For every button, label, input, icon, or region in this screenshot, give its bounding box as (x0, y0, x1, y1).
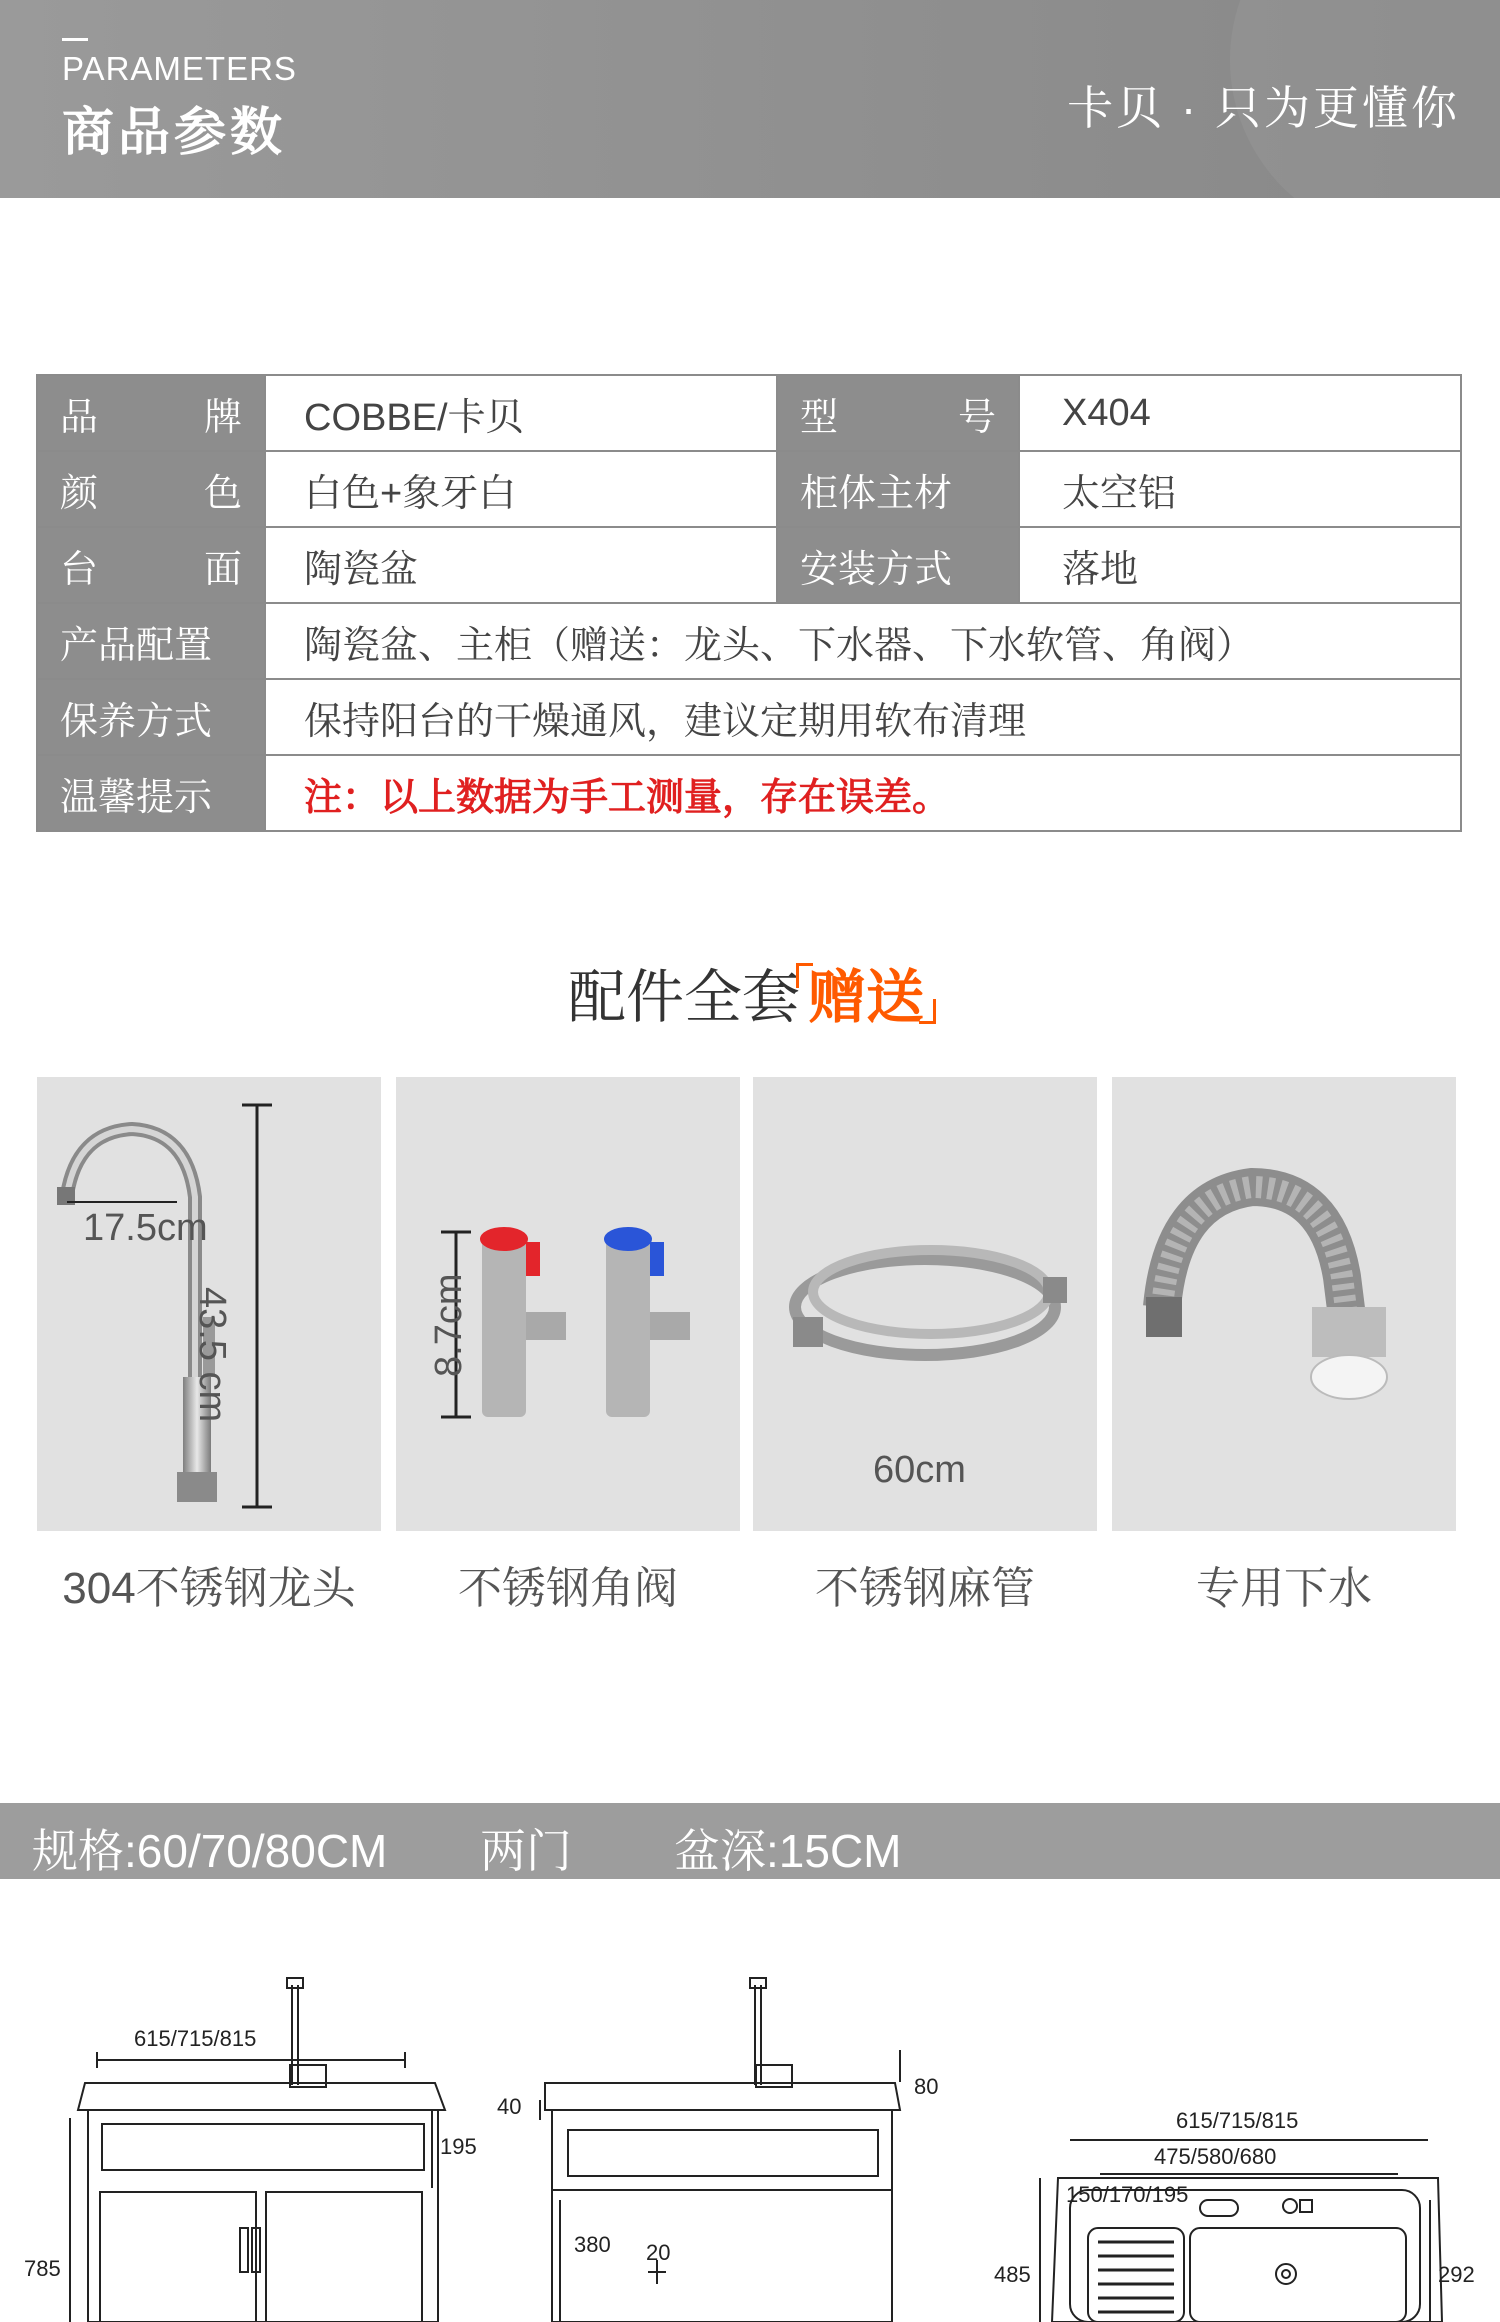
hose-image (753, 1077, 1097, 1531)
angle-valve-caption: 不锈钢角阀 (458, 1564, 678, 1613)
color-label: 颜 色 (37, 451, 265, 527)
spec-doors: 两门 (480, 1825, 572, 1877)
install-label: 安装方式 (777, 527, 1019, 603)
config-value: 陶瓷盆、主柜（赠送：龙头、下水器、下水软管、角阀） (265, 603, 1461, 679)
accessories-title (0, 950, 1500, 1034)
header-slogan: 卡贝 · 只为更懂你 (1067, 82, 1460, 134)
top-offset-label: 150/170/195 (1066, 2182, 1189, 2207)
side-left-label: 40 (497, 2094, 522, 2119)
tip-label: 温馨提示 (37, 755, 265, 831)
drain-illustration (1112, 1077, 1456, 1531)
material-label: 柜体主材 (777, 451, 1019, 527)
technical-drawing (0, 1960, 1500, 2322)
top-depth-label: 485 (994, 2262, 1031, 2287)
top-label: 台 面 (37, 527, 265, 603)
model-value: X404 (1019, 375, 1461, 451)
faucet-image (37, 1077, 381, 1531)
care-label: 保养方式 (37, 679, 265, 755)
table-row (37, 603, 1461, 679)
valve-height-label: 8.7cm (428, 1273, 470, 1377)
model-label: 型 号 (777, 375, 1019, 451)
header-dash (62, 38, 88, 41)
install-value: 落地 (1019, 527, 1461, 603)
brand-value: COBBE/卡贝 (265, 375, 777, 451)
page-header (0, 0, 1500, 198)
accessories-title-prefix: 配件全套 (567, 965, 800, 1030)
hose-length-label: 60cm (873, 1449, 966, 1491)
header-en-title: PARAMETERS (62, 50, 297, 87)
side-right-label: 80 (914, 2074, 939, 2099)
config-label: 产品配置 (37, 603, 265, 679)
angle-valve-image (396, 1077, 740, 1531)
table-row (37, 451, 1461, 527)
top-right-label: 292 (1438, 2262, 1475, 2287)
tip-value: 注：以上数据为手工测量，存在误差。 (265, 755, 1461, 831)
spec-bar (0, 1803, 1500, 1879)
table-row (37, 679, 1461, 755)
care-value: 保持阳台的干燥通风，建议定期用软布清理 (265, 679, 1461, 755)
spec-size: 规格:60/70/80CM (32, 1825, 388, 1877)
material-value: 太空铝 (1019, 451, 1461, 527)
hose-caption: 不锈钢麻管 (815, 1564, 1035, 1613)
brand-label: 品 牌 (37, 375, 265, 451)
side-inner2-label: 20 (646, 2240, 671, 2265)
top-value: 陶瓷盆 (265, 527, 777, 603)
side-inner-label: 380 (574, 2232, 611, 2257)
faucet-caption: 304不锈钢龙头 (62, 1564, 356, 1613)
faucet-width-label: 17.5cm (83, 1207, 208, 1249)
front-top-label: 195 (440, 2134, 477, 2159)
table-row (37, 527, 1461, 603)
header-zh-title: 商品参数 (62, 104, 287, 162)
front-width-label: 615/715/815 (134, 2026, 257, 2051)
faucet-height-label: 43.5 cm (191, 1287, 233, 1423)
front-height-label: 785 (24, 2256, 61, 2281)
top-inner-label: 475/580/680 (1154, 2144, 1277, 2169)
top-width-label: 615/715/815 (1176, 2108, 1299, 2133)
spec-depth: 盆深:15CM (674, 1825, 902, 1877)
accessories-title-highlight: 赠送 (800, 965, 932, 1030)
table-row (37, 755, 1461, 831)
drain-image (1112, 1077, 1456, 1531)
color-value: 白色+象牙白 (265, 451, 777, 527)
table-row (37, 375, 1461, 451)
drain-caption: 专用下水 (1196, 1564, 1372, 1613)
parameter-table (36, 374, 1462, 832)
